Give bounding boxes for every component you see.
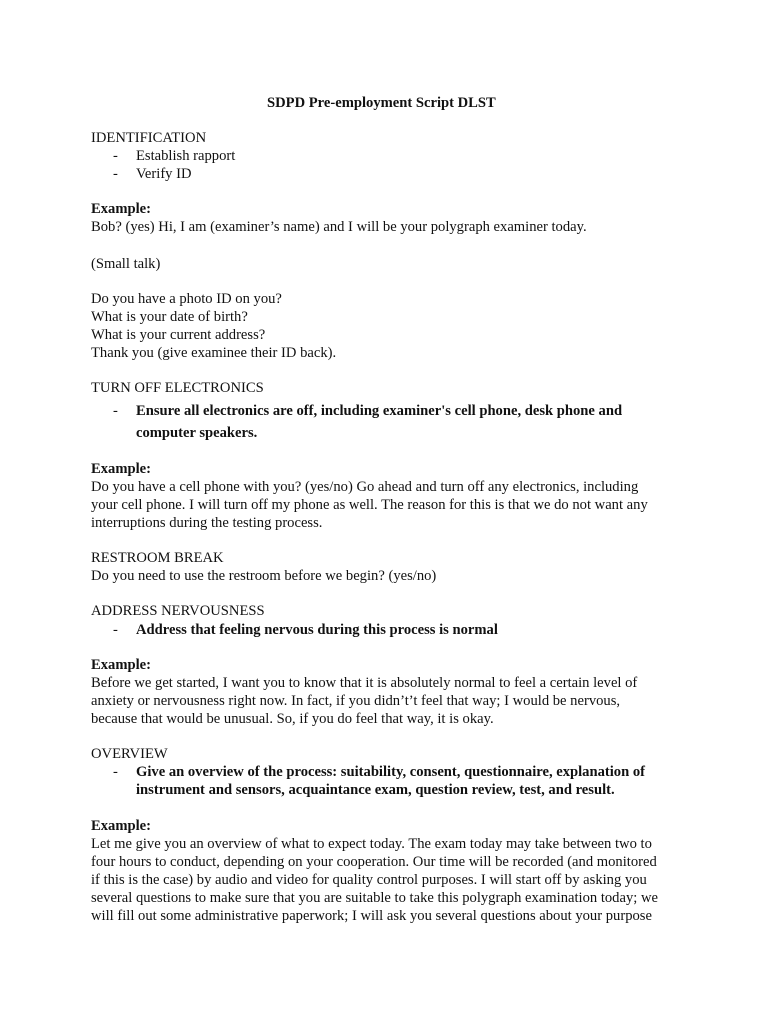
section-heading-electronics: TURN OFF ELECTRONICS [91,380,264,396]
bullet-overview-line-1: Give an overview of the process: suitability, consent, questionnaire, explanation of [136,764,646,780]
example-text: Before we get started, I want you to know that it is absolutely normal to feel a certain level of [91,675,638,691]
bullet-dash: - [113,622,118,638]
example-text: interruptions during the testing process. [91,515,323,531]
bullet-dash: - [113,166,118,182]
example-text: four hours to conduct, depending on your cooperation. Our time will be recorded (and monitored [91,854,657,870]
example-text: several questions to make sure that you are suitable to take this polygraph examination today; we [91,890,658,906]
thank-you-text: Thank you (give examinee their ID back). [91,345,337,361]
bullet-establish-rapport: Establish rapport [136,148,236,164]
small-talk-text: (Small talk) [91,256,161,272]
example-label: Example: [91,461,151,477]
example-text: if this is the case) by audio and video for quality control purposes. I will start off by asking you [91,872,647,888]
section-heading-identification: IDENTIFICATION [91,130,207,146]
section-heading-overview: OVERVIEW [91,746,168,762]
example-label: Example: [91,818,151,834]
section-heading-restroom: RESTROOM BREAK [91,550,224,566]
example-label: Example: [91,657,151,673]
section-heading-nervousness: ADDRESS NERVOUSNESS [91,603,265,619]
question-current-address: What is your current address? [91,327,266,343]
bullet-nervousness: Address that feeling nervous during this process is normal [136,622,498,638]
example-text: will fill out some administrative paperwork; I will ask you several questions about your purpose [91,908,652,924]
bullet-electronics-line-1: Ensure all electronics are off, including examiner's cell phone, desk phone and [136,403,623,419]
question-photo-id: Do you have a photo ID on you? [91,291,282,307]
bullet-overview-line-2: instrument and sensors, acquaintance exam, question review, test, and result. [136,782,615,798]
bullet-dash: - [113,764,118,780]
example-text: because that would be unusual. So, if you do feel that way, it is okay. [91,711,494,727]
example-text: Let me give you an overview of what to expect today. The exam today may take between two to [91,836,652,852]
bullet-dash: - [113,403,118,419]
bullet-verify-id: Verify ID [136,166,192,182]
example-text: Do you have a cell phone with you? (yes/no) Go ahead and turn off any electronics, including [91,479,639,495]
bullet-electronics-line-2: computer speakers. [136,425,258,441]
question-date-of-birth: What is your date of birth? [91,309,248,325]
example-label: Example: [91,201,151,217]
example-text: your cell phone. I will turn off my phone as well. The reason for this is that we do not want any [91,497,648,513]
example-text: Bob? (yes) Hi, I am (examiner’s name) and I will be your polygraph examiner today. [91,219,587,235]
bullet-dash: - [113,148,118,164]
example-text: anxiety or nervousness right now. In fact, if you didn’t’t feel that way; I would be nervous, [91,693,621,709]
document-title: SDPD Pre-employment Script DLST [267,95,496,111]
restroom-question: Do you need to use the restroom before we begin? (yes/no) [91,568,437,584]
